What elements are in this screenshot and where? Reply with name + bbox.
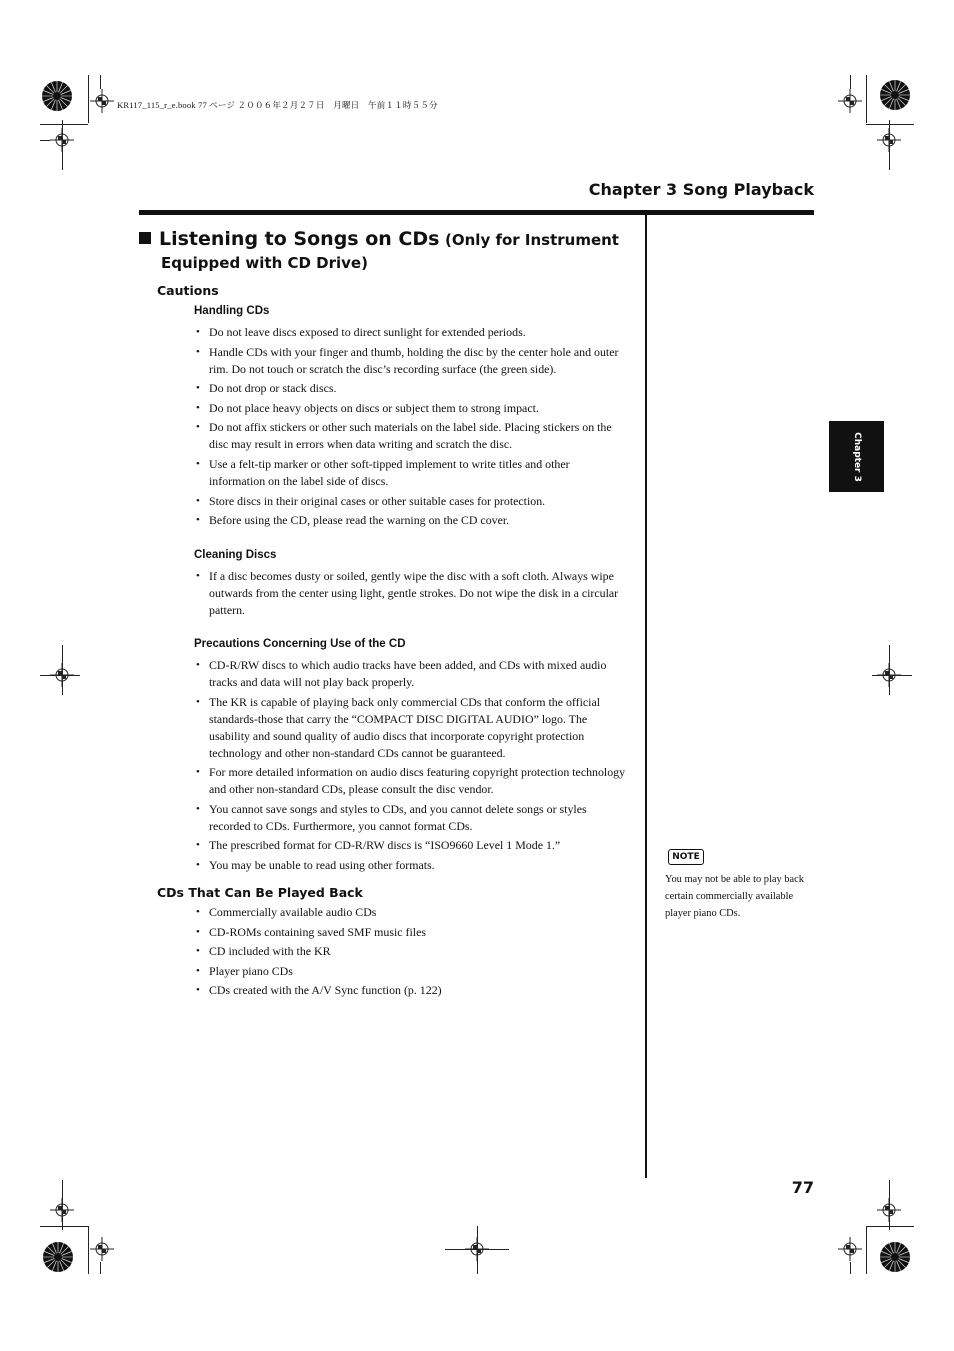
registration-wheel-icon [879, 79, 911, 111]
list-item: • The KR is capable of playing back only commercial CDs that conform the official standards-those that carry the “COMPACT DISC DIGITAL AUDIO” logo. The usability and sound quality of audio discs that incorporate copyright protection technology and other non-standard CDs cannot be guaranteed. [194, 694, 628, 762]
list-item: • Before using the CD, please read the warning on the CD cover. [194, 512, 628, 529]
list-item: • Do not leave discs exposed to direct sunlight for extended periods. [194, 324, 628, 341]
note-badge-icon: NOTE [668, 849, 704, 865]
list-item: • If a disc becomes dusty or soiled, gently wipe the disc with a soft cloth. Always wipe outwards from the center using light, gentle strokes. Do not wipe the disk in a circular pattern. [194, 568, 628, 619]
section-title [139, 228, 639, 275]
list-item: • CDs created with the A/V Sync function (p. 122) [194, 982, 628, 999]
header-rule [139, 210, 814, 215]
cleaning-list [194, 568, 628, 622]
list-item: • Player piano CDs [194, 963, 628, 980]
page-number: 77 [791, 1178, 814, 1197]
playable-list [194, 904, 628, 1002]
precautions-list [194, 657, 628, 877]
file-header: KR117_115_r_e.book 77 ページ ２００６年２月２７日 月曜日 午前１１時５５分 [117, 100, 438, 110]
chapter-tab-label: Chapter 3 [851, 431, 862, 482]
cautions-heading: Cautions [157, 283, 219, 298]
list-item: • CD-R/RW discs to which audio tracks have been added, and CDs with mixed audio tracks and data will not play back properly. [194, 657, 628, 691]
list-item: • You cannot save songs and styles to CDs, and you cannot delete songs or styles recorded to CDs. Furthermore, you cannot format CDs. [194, 801, 628, 835]
registration-wheel-icon [879, 1241, 911, 1273]
list-item: • Store discs in their original cases or other suitable cases for protection. [194, 493, 628, 510]
square-bullet-icon [139, 232, 151, 244]
list-item: • CD included with the KR [194, 943, 628, 960]
handling-heading: Handling CDs [194, 305, 270, 317]
list-item: • Do not drop or stack discs. [194, 380, 628, 397]
playable-heading: CDs That Can Be Played Back [157, 885, 363, 900]
precautions-heading: Precautions Concerning Use of the CD [194, 638, 406, 650]
registration-crosshair-icon [90, 89, 114, 113]
column-divider [645, 215, 647, 1178]
chapter-heading: Chapter 3 Song Playback [588, 180, 814, 199]
list-item: • Do not affix stickers or other such materials on the label side. Placing stickers on the disc may result in errors when data writing and scratch the disc. [194, 419, 628, 453]
registration-crosshair-icon [838, 1237, 862, 1261]
list-item: • You may be unable to read using other formats. [194, 857, 628, 874]
note-text: You may not be able to play back certain commercially available player piano CDs. [665, 874, 804, 919]
section-title-sub: (Only for Instrument [445, 231, 619, 249]
registration-crosshair-icon [838, 89, 862, 113]
handling-list [194, 324, 628, 532]
list-item: • Use a felt-tip marker or other soft-tipped implement to write titles and other information on the label side of discs. [194, 456, 628, 490]
section-title-main: Listening to Songs on CDs [159, 228, 440, 250]
registration-wheel-icon [42, 1241, 74, 1273]
registration-crosshair-icon [90, 1237, 114, 1261]
list-item: • Do not place heavy objects on discs or subject them to strong impact. [194, 400, 628, 417]
registration-wheel-icon [41, 80, 73, 112]
list-item: • Commercially available audio CDs [194, 904, 628, 921]
list-item: • The prescribed format for CD-R/RW discs is “ISO9660 Level 1 Mode 1.” [194, 837, 628, 854]
chapter-tab [829, 421, 884, 492]
list-item: • CD-ROMs containing saved SMF music files [194, 924, 628, 941]
list-item: • For more detailed information on audio discs featuring copyright protection technology and other non-standard CDs, please consult the disc vendor. [194, 764, 628, 798]
cleaning-heading: Cleaning Discs [194, 549, 277, 561]
section-title-sub-line2: Equipped with CD Drive) [161, 254, 368, 272]
list-item: • Handle CDs with your finger and thumb, holding the disc by the center hole and outer rim. Do not touch or scratch the disc’s recording surface (the green side). [194, 344, 628, 378]
